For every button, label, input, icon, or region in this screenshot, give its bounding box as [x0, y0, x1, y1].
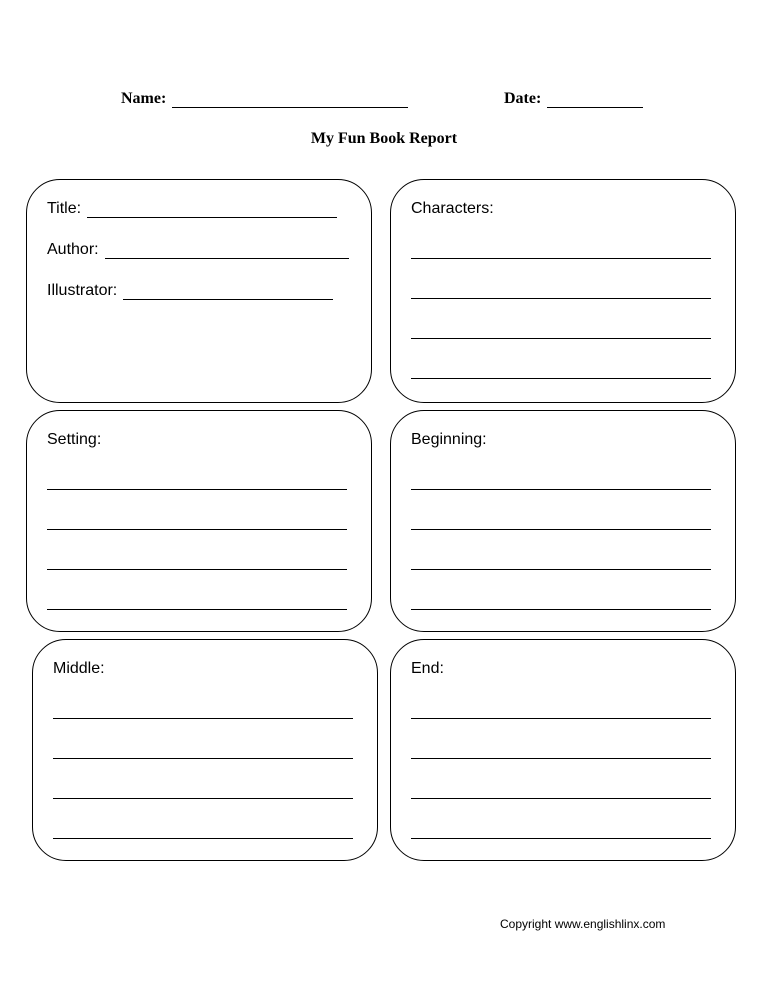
name-blank[interactable] — [172, 91, 408, 108]
end-box — [390, 639, 736, 861]
characters-label: Characters: — [411, 200, 494, 217]
title-label: Title: — [47, 200, 82, 217]
date-blank[interactable] — [547, 91, 643, 108]
setting-line[interactable] — [47, 609, 347, 610]
middle-line[interactable] — [53, 758, 353, 759]
author-field — [47, 241, 349, 259]
end-line[interactable] — [411, 838, 711, 839]
setting-box — [26, 410, 372, 632]
setting-line[interactable] — [47, 529, 347, 530]
beginning-line[interactable] — [411, 569, 711, 570]
date-label: Date: — [504, 90, 542, 107]
beginning-label: Beginning: — [411, 431, 487, 448]
characters-line[interactable] — [411, 258, 711, 259]
characters-line[interactable] — [411, 338, 711, 339]
name-label: Name: — [121, 90, 167, 107]
characters-line[interactable] — [411, 298, 711, 299]
beginning-box — [390, 410, 736, 632]
characters-box — [390, 179, 736, 403]
middle-line[interactable] — [53, 798, 353, 799]
illustrator-field — [47, 282, 333, 300]
name-field — [121, 90, 408, 108]
end-line[interactable] — [411, 718, 711, 719]
book-info-box — [26, 179, 372, 403]
copyright-text: Copyright www.englishlinx.com — [500, 917, 666, 931]
middle-box — [32, 639, 378, 861]
date-field — [504, 90, 643, 108]
illustrator-blank[interactable] — [123, 283, 333, 300]
end-line[interactable] — [411, 758, 711, 759]
end-line[interactable] — [411, 798, 711, 799]
end-label: End: — [411, 660, 444, 677]
characters-line[interactable] — [411, 378, 711, 379]
setting-line[interactable] — [47, 489, 347, 490]
middle-line[interactable] — [53, 838, 353, 839]
illustrator-label: Illustrator: — [47, 282, 118, 299]
page-title: My Fun Book Report — [310, 130, 458, 147]
setting-label: Setting: — [47, 431, 102, 448]
setting-line[interactable] — [47, 569, 347, 570]
beginning-line[interactable] — [411, 529, 711, 530]
title-blank[interactable] — [87, 201, 337, 218]
header-row — [0, 90, 768, 112]
author-label: Author: — [47, 241, 99, 258]
author-blank[interactable] — [105, 242, 349, 259]
middle-label: Middle: — [53, 660, 105, 677]
title-field — [47, 200, 337, 218]
beginning-line[interactable] — [411, 609, 711, 610]
beginning-line[interactable] — [411, 489, 711, 490]
middle-line[interactable] — [53, 718, 353, 719]
